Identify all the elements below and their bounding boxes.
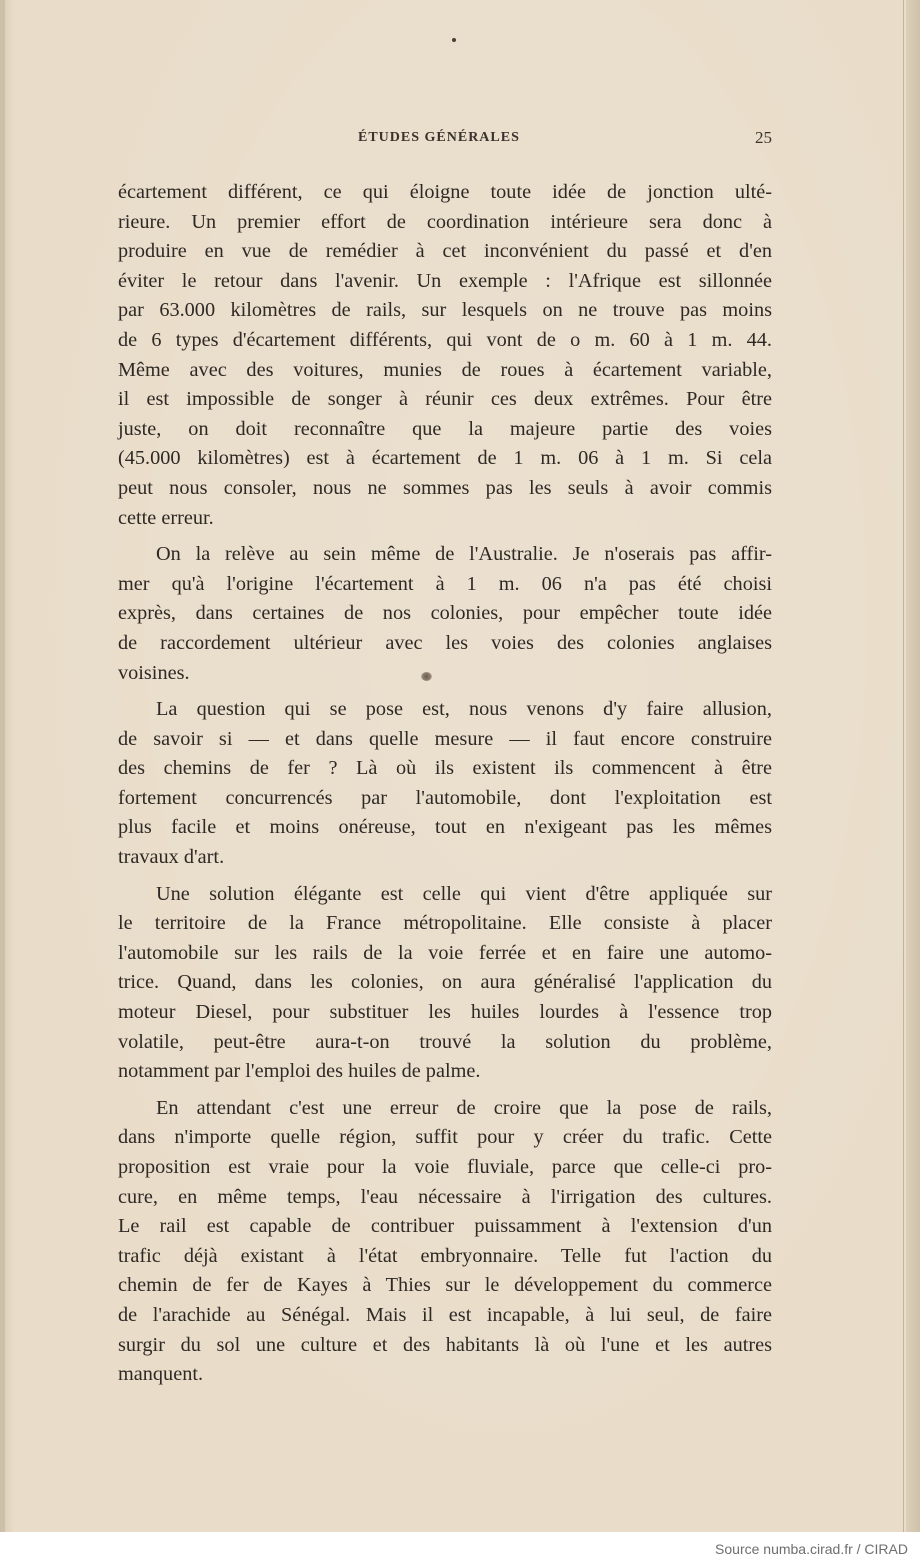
paragraph <box>118 178 772 533</box>
text-line: produire en vue de remédier à cet inconvénient du passé et d'en <box>118 240 772 263</box>
text-line: cure, en même temps, l'eau nécessaire à l'irrigation des cultures. <box>118 1185 772 1208</box>
text-line: il est impossible de songer à réunir ces deux extrêmes. Pour être <box>118 388 772 411</box>
ink-dot <box>452 38 456 42</box>
text-line: La question qui se pose est, nous venons d'y faire allusion, <box>156 698 772 721</box>
text-line: éviter le retour dans l'avenir. Un exemple : l'Afrique est sillonnée <box>118 269 772 292</box>
paragraph <box>118 695 772 873</box>
text-line: Le rail est capable de contribuer puissamment à l'extension d'un <box>118 1215 772 1238</box>
text-line: trafic déjà existant à l'état embryonnaire. Telle fut l'action du <box>118 1244 772 1267</box>
text-line: chemin de fer de Kayes à Thies sur le développement du commerce <box>118 1274 772 1297</box>
text-line: mer qu'à l'origine l'écartement à 1 m. 06 n'a pas été choisi <box>118 572 772 595</box>
text-line: écartement différent, ce qui éloigne toute idée de jonction ulté- <box>118 181 772 203</box>
text-line: moteur Diesel, pour substituer les huiles lourdes à l'essence trop <box>118 1001 772 1024</box>
text-line: l'automobile sur les rails de la voie ferrée et en faire une automo- <box>118 941 772 964</box>
page-right-edge <box>906 0 920 1532</box>
text-line: voisines. <box>118 661 190 684</box>
text-line: fortement concurrencés par l'automobile, dont l'exploitation est <box>118 786 772 809</box>
page-number: 25 <box>755 128 772 147</box>
page-header <box>118 130 772 154</box>
text-line: travaux d'art. <box>118 846 225 869</box>
text-line: Une solution élégante est celle qui vient d'être appliquée sur <box>156 882 772 905</box>
running-title: ÉTUDES GÉNÉRALES <box>358 130 520 145</box>
text-line: des chemins de fer ? Là où ils existent ils commencent à être <box>118 757 772 780</box>
text-line: de savoir si — et dans quelle mesure — il faut encore construire <box>118 727 772 750</box>
text-line: surgir du sol une culture et des habitants là où l'une et les autres <box>118 1333 772 1356</box>
text-line: cette erreur. <box>118 506 214 529</box>
text-line: On la relève au sein même de l'Australie. Je n'oserais pas affir- <box>156 543 772 566</box>
paragraph <box>118 880 772 1087</box>
page-left-edge <box>0 0 5 1532</box>
text-line: de 6 types d'écartement différents, qui vont de o m. 60 à 1 m. 44. <box>118 328 772 351</box>
text-line: rieure. Un premier effort de coordination intérieure sera donc à <box>118 210 772 233</box>
paragraph <box>118 540 772 688</box>
page-fold-line <box>903 0 904 1532</box>
text-line: le territoire de la France métropolitaine. Elle consiste à placer <box>118 912 772 935</box>
body-text <box>118 178 772 1397</box>
text-line: proposition est vraie pour la voie fluviale, parce que celle-ci pro- <box>118 1156 772 1178</box>
text-line: dans n'importe quelle région, suffit pour y créer du trafic. Cette <box>118 1126 772 1149</box>
text-line: peut nous consoler, nous ne sommes pas les seuls à avoir commis <box>118 476 772 499</box>
source-credit: Source numba.cirad.fr / CIRAD <box>715 1541 908 1557</box>
text-line: par 63.000 kilomètres de rails, sur lesquels on ne trouve pas moins <box>118 299 772 322</box>
viewer-footer <box>0 1532 920 1566</box>
text-line: manquent. <box>118 1363 204 1386</box>
text-line: trice. Quand, dans les colonies, on aura généralisé l'application du <box>118 971 772 994</box>
text-line: (45.000 kilomètres) est à écartement de 1 m. 06 à 1 m. Si cela <box>118 447 772 470</box>
text-line: plus facile et moins onéreuse, tout en n'exigeant pas les mêmes <box>118 816 772 839</box>
text-line: de l'arachide au Sénégal. Mais il est incapable, à lui seul, de faire <box>118 1303 772 1326</box>
text-line: volatile, peut-être aura-t-on trouvé la solution du problème, <box>118 1030 772 1053</box>
text-line: de raccordement ultérieur avec les voies des colonies anglaises <box>118 631 772 654</box>
text-line: Même avec des voitures, munies de roues à écartement variable, <box>118 358 772 381</box>
text-line: En attendant c'est une erreur de croire que la pose de rails, <box>156 1096 772 1119</box>
text-line: juste, on doit reconnaître que la majeure partie des voies <box>118 417 772 440</box>
text-line: notamment par l'emploi des huiles de palme. <box>118 1060 481 1083</box>
text-line: exprès, dans certaines de nos colonies, pour empêcher toute idée <box>118 602 772 625</box>
paragraph <box>118 1094 772 1390</box>
